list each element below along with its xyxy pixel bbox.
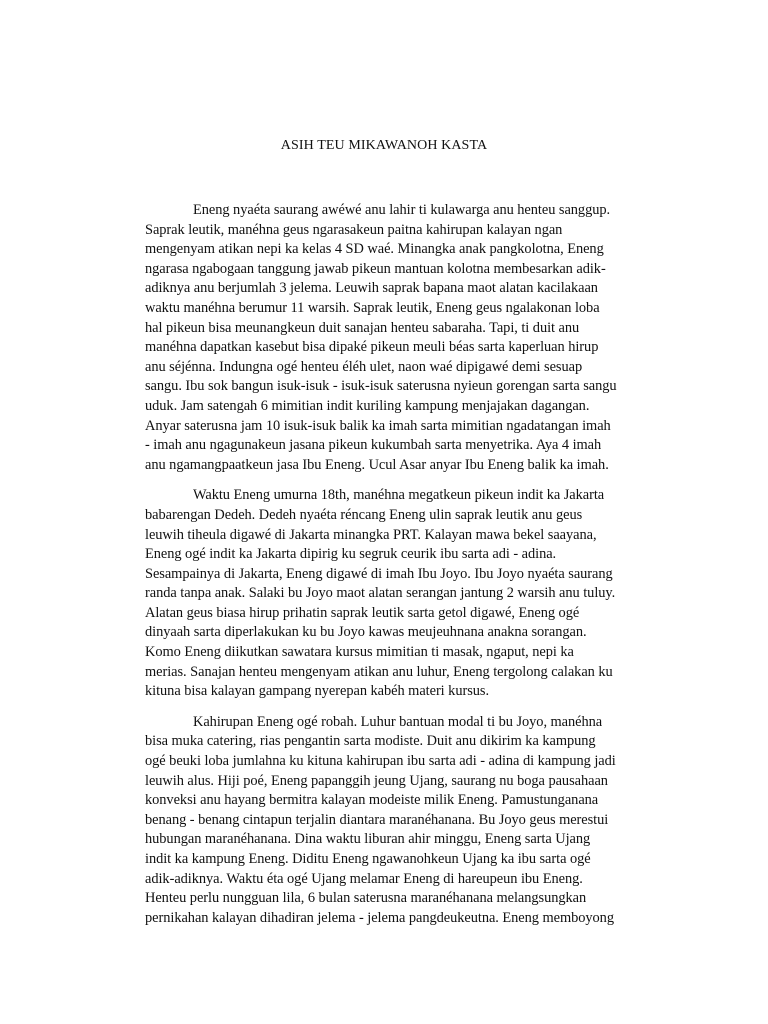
- text-line: leuwih tiheula digawé di Jakarta minangka PRT. Kalayan mawa bekel saayana,: [145, 526, 597, 543]
- paragraph: [145, 713, 658, 929]
- text-line: uduk. Jam satengah 6 mimitian indit kuriling kampung menjajakan dagangan.: [145, 397, 590, 414]
- text-line: randa tanpa anak. Salaki bu Joyo maot alatan serangan jantung 2 warsih anu tuluy.: [145, 585, 616, 602]
- text-line: kituna bisa kalayan gampang nyerepan kabéh materi kursus.: [145, 683, 490, 700]
- text-line: sangu. Ibu sok bangun isuk-isuk - isuk-isuk saterusna nyieun gorengan sarta sangu: [145, 378, 617, 395]
- text-line: hubungan maranéhanana. Dina waktu liburan ahir minggu, Eneng sarta Ujang: [145, 831, 591, 848]
- text-line: bisa muka catering, rias pengantin sarta modiste. Duit anu dikirim ka kampung: [145, 733, 596, 750]
- paragraph-gap: [145, 702, 658, 713]
- paragraph: [145, 486, 658, 702]
- text-line: manéhna dapatkan kasebut bisa dipaké pikeun meuli béas sarta kaperluan hirup: [145, 339, 599, 356]
- text-line: Kahirupan Eneng ogé robah. Luhur bantuan modal ti bu Joyo, manéhna: [193, 713, 603, 730]
- text-line: Saprak leutik, manéhna geus ngarasakeun paitna kahirupan kalayan ngan: [145, 221, 563, 238]
- text-line: benang - benang cintapun terjalin diantara maranéhanana. Bu Joyo geus merestui: [145, 811, 609, 828]
- text-line: - imah anu ngagunakeun jasana pikeun kukumbah sarta menyetrika. Aya 4 imah: [145, 437, 602, 454]
- text-line: hal pikeun bisa meunangkeun duit sanajan henteu sabaraha. Tapi, ti duit anu: [145, 319, 580, 336]
- text-line: Waktu Eneng umurna 18th, manéhna megatkeun pikeun indit ka Jakarta: [193, 487, 605, 504]
- text-line: adik-adiknya. Waktu éta ogé Ujang melamar Eneng di hareupeun ibu Eneng.: [145, 870, 583, 887]
- text-line: Alatan geus biasa hirup prihatin saprak leutik sarta getol digawé, Eneng ogé: [145, 604, 580, 621]
- text-line: Anyar saterusna jam 10 isuk-isuk balik ka imah sarta mimitian ngadatangan imah: [145, 417, 611, 434]
- text-line: Eneng nyaéta saurang awéwé anu lahir ti kulawarga anu henteu sanggup.: [193, 202, 611, 218]
- text-line: indit ka kampung Eneng. Diditu Eneng ngawanohkeun Ujang ka ibu sarta ogé: [145, 851, 591, 867]
- text-line: leuwih alus. Hiji poé, Eneng papanggih jeung Ujang, saurang nu boga pausahaan: [145, 772, 608, 789]
- text-line: adiknya anu berjumlah 3 jelema. Leuwih saprak bapana maot alatan kacilakaan: [145, 280, 598, 297]
- text-line: ngarasa ngabogaan tanggung jawab pikeun mantuan kolotna membesarkan adik-: [145, 260, 606, 277]
- text-line: Henteu perlu nungguan lila, 6 bulan saterusna maranéhanana melangsungkan: [145, 890, 587, 907]
- text-line: dinyaah sarta diperlakukan ku bu Joyo kawas meujeuhnana anakna sorangan.: [145, 624, 587, 641]
- text-line: ogé beuki loba jumlahna ku kituna kahirupan ibu sarta adi - adina di kampung jadi: [145, 753, 616, 770]
- text-line: anu séjénna. Indungna ogé henteu éléh ulet, naon waé dipigawé demi sesuap: [145, 358, 583, 375]
- text-line: mengenyam atikan nepi ka kelas 4 SD waé. Minangka anak pangkolotna, Eneng: [145, 241, 604, 258]
- text-line: Komo Eneng diikutkan sawatara kursus mimitian ti masak, ngaput, nepi ka: [145, 644, 574, 661]
- paragraph: [145, 201, 658, 475]
- document-body: [145, 201, 658, 928]
- text-line: merias. Sanajan henteu mengenyam atikan anu luhur, Eneng tergolong calakan ku: [145, 663, 613, 680]
- text-line: konveksi anu hayang bermitra kalayan modeiste milik Eneng. Pamustunganana: [145, 792, 599, 809]
- text-line: Sesampainya di Jakarta, Eneng digawé di imah Ibu Joyo. Ibu Joyo nyaéta saurang: [145, 565, 613, 582]
- text-line: anu ngamangpaatkeun jasa Ibu Eneng. Ucul Asar anyar Ibu Eneng balik ka imah.: [145, 456, 609, 473]
- text-line: pernikahan kalayan dihadiran jelema - jelema pangdeukeutna. Eneng memboyong: [145, 909, 614, 926]
- paragraph-gap: [145, 475, 658, 486]
- text-line: Eneng ogé indit ka Jakarta dipirig ku segruk ceurik ibu sarta adi - adina.: [145, 546, 557, 563]
- text-line: waktu manéhna berumur 11 warsih. Saprak leutik, Eneng geus ngalakonan loba: [145, 299, 600, 316]
- document-title: ASIH TEU MIKAWANOH KASTA: [280, 138, 488, 153]
- text-line: babarengan Dedeh. Dedeh nyaéta réncang Eneng ulin saprak leutik anu geus: [145, 506, 583, 523]
